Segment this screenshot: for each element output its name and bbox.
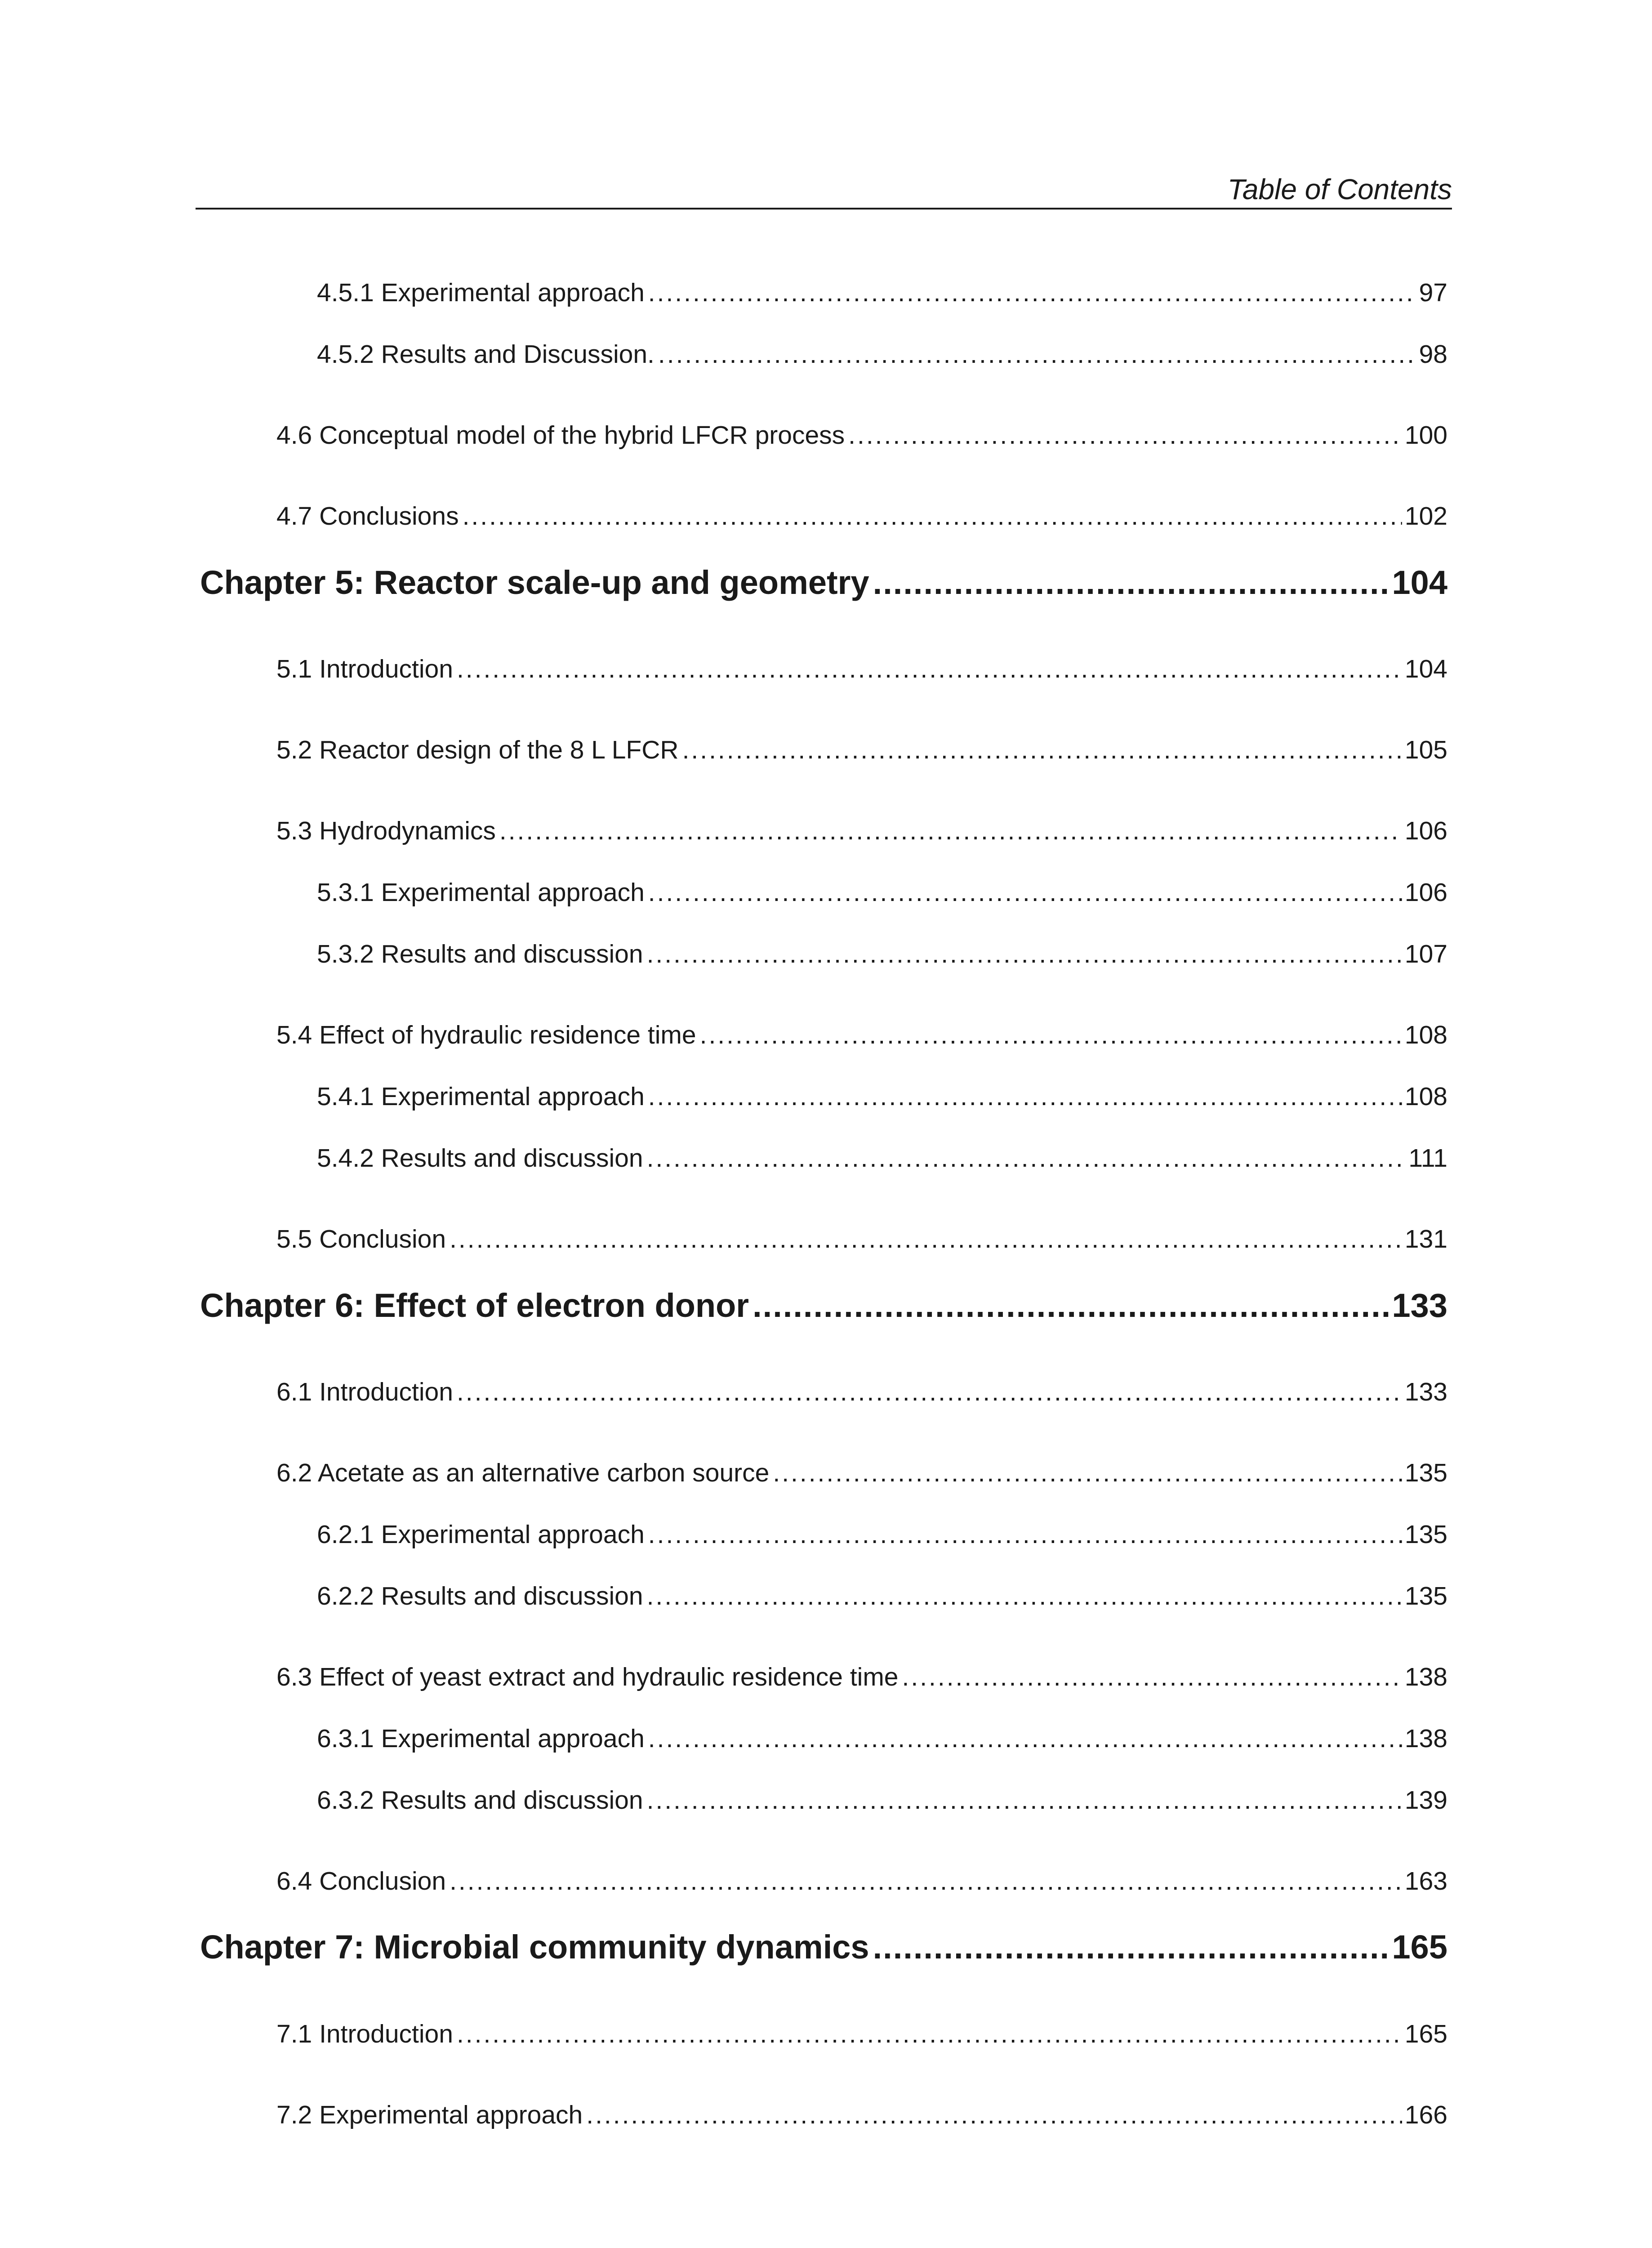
- toc-entry-5-1[interactable]: [276, 653, 1447, 685]
- toc-entry-5-5[interactable]: [276, 1223, 1447, 1255]
- toc-page-number: 135: [1404, 1459, 1447, 1487]
- toc-page-number: 106: [1404, 878, 1447, 907]
- dot-leader: [499, 815, 1402, 847]
- toc-page-number: 131: [1404, 1225, 1447, 1253]
- dot-leader: [873, 562, 1389, 603]
- toc-entry-title: 5.4 Effect of hydraulic residence time: [276, 1021, 696, 1049]
- toc-chapter-title: Chapter 6: Effect of electron donor: [200, 1287, 749, 1324]
- toc-entry-title: 6.2.1 Experimental approach: [317, 1520, 645, 1549]
- toc-entry-4-5-2[interactable]: [317, 338, 1447, 370]
- toc-page-number: 111: [1408, 1144, 1447, 1173]
- toc-entry-4-6[interactable]: [276, 419, 1447, 451]
- toc-page-number: 107: [1404, 940, 1447, 968]
- toc-entry-6-2[interactable]: [276, 1457, 1447, 1489]
- toc-entry-title: 6.3 Effect of yeast extract and hydraulic residence time: [276, 1663, 899, 1691]
- toc-page-number: 133: [1392, 1287, 1447, 1324]
- toc-entry-4-7[interactable]: [276, 500, 1447, 532]
- toc-entry-7-2[interactable]: [276, 2099, 1447, 2131]
- toc-entry-5-2[interactable]: [276, 734, 1447, 766]
- toc-page-number: 104: [1404, 655, 1447, 683]
- toc-page-number: 138: [1404, 1724, 1447, 1753]
- dot-leader: [450, 1223, 1402, 1255]
- dot-leader: [700, 1019, 1402, 1051]
- toc-entry-5-4-1[interactable]: [317, 1080, 1447, 1113]
- dot-leader: [648, 1722, 1402, 1755]
- toc-page-number: 165: [1404, 2020, 1447, 2048]
- toc-entry-title: 4.7 Conclusions: [276, 502, 459, 531]
- dot-leader: [648, 1080, 1402, 1113]
- toc-chapter-title: Chapter 7: Microbial community dynamics: [200, 1928, 869, 1966]
- dot-leader: [773, 1457, 1402, 1489]
- dot-leader: [463, 500, 1402, 532]
- toc-page-number: 135: [1404, 1582, 1447, 1610]
- toc-entry-6-3-2[interactable]: [317, 1784, 1447, 1816]
- running-header-title: Table of Contents: [1227, 173, 1452, 205]
- toc-page-number: 163: [1404, 1867, 1447, 1896]
- toc-entry-5-4[interactable]: [276, 1019, 1447, 1051]
- toc-page-number: 104: [1392, 564, 1447, 601]
- toc-entry-5-3[interactable]: [276, 815, 1447, 847]
- toc-entry-title: 5.3.2 Results and discussion: [317, 940, 643, 968]
- toc-chapter-7[interactable]: [200, 1927, 1447, 1968]
- dot-leader: [647, 1142, 1406, 1174]
- dot-leader: [753, 1285, 1389, 1326]
- toc-page-number: 102: [1404, 502, 1447, 531]
- dot-leader: [648, 1518, 1402, 1551]
- toc-chapter-6[interactable]: [200, 1285, 1447, 1326]
- toc-entry-5-4-2[interactable]: [317, 1142, 1447, 1174]
- dot-leader: [682, 734, 1402, 766]
- toc-entry-title: 5.4.2 Results and discussion: [317, 1144, 643, 1173]
- toc-entry-title: 6.2.2 Results and discussion: [317, 1582, 643, 1610]
- toc-entry-6-2-1[interactable]: [317, 1518, 1447, 1551]
- toc-entry-5-3-1[interactable]: [317, 876, 1447, 909]
- dot-leader: [450, 1865, 1402, 1897]
- dot-leader: [647, 938, 1402, 970]
- toc-entry-title: 6.2 Acetate as an alternative carbon source: [276, 1459, 770, 1487]
- toc-entry-title: 5.2 Reactor design of the 8 L LFCR: [276, 736, 679, 764]
- dot-leader: [648, 277, 1416, 309]
- dot-leader: [457, 1376, 1402, 1408]
- toc-page-number: 108: [1404, 1021, 1447, 1049]
- toc-chapter-5[interactable]: [200, 562, 1447, 603]
- dot-leader: [848, 419, 1402, 451]
- toc-entry-title: 4.5.2 Results and Discussion.: [317, 340, 655, 369]
- toc-entry-6-3[interactable]: [276, 1661, 1447, 1693]
- toc-entry-7-1[interactable]: [276, 2018, 1447, 2050]
- toc-page-number: 97: [1419, 278, 1447, 307]
- dot-leader: [658, 338, 1416, 370]
- toc-page-number: 138: [1404, 1663, 1447, 1691]
- toc-page-number: 106: [1404, 816, 1447, 845]
- toc-entry-6-1[interactable]: [276, 1376, 1447, 1408]
- toc-entry-title: 6.3.1 Experimental approach: [317, 1724, 645, 1753]
- toc-entry-title: 5.3.1 Experimental approach: [317, 878, 645, 907]
- toc-entry-title: 6.3.2 Results and discussion: [317, 1786, 643, 1815]
- toc-entry-title: 6.4 Conclusion: [276, 1867, 446, 1896]
- toc-entry-title: 5.1 Introduction: [276, 655, 453, 683]
- dot-leader: [647, 1580, 1402, 1612]
- toc-entry-title: 7.2 Experimental approach: [276, 2101, 583, 2129]
- toc-entry-title: 6.1 Introduction: [276, 1378, 453, 1406]
- toc-entry-6-4[interactable]: [276, 1865, 1447, 1897]
- dot-leader: [586, 2099, 1402, 2131]
- toc-page-number: 100: [1404, 421, 1447, 450]
- toc-entry-6-2-2[interactable]: [317, 1580, 1447, 1612]
- toc-page-number: 165: [1392, 1928, 1447, 1966]
- toc-entry-title: 5.3 Hydrodynamics: [276, 816, 496, 845]
- toc-entry-title: 4.5.1 Experimental approach: [317, 278, 645, 307]
- toc-chapter-title: Chapter 5: Reactor scale-up and geometry: [200, 564, 869, 601]
- toc-entry-title: 7.1 Introduction: [276, 2020, 453, 2048]
- dot-leader: [902, 1661, 1402, 1693]
- toc-entry-4-5-1[interactable]: [317, 277, 1447, 309]
- toc-page-number: 133: [1404, 1378, 1447, 1406]
- toc-page-number: 135: [1404, 1520, 1447, 1549]
- dot-leader: [873, 1927, 1389, 1968]
- dot-leader: [648, 876, 1402, 909]
- dot-leader: [647, 1784, 1402, 1816]
- toc-page-number: 108: [1404, 1082, 1447, 1111]
- toc-entry-title: 4.6 Conceptual model of the hybrid LFCR process: [276, 421, 845, 450]
- toc-entry-title: 5.5 Conclusion: [276, 1225, 446, 1253]
- toc-page-number: 98: [1419, 340, 1447, 369]
- toc-page-number: 105: [1404, 736, 1447, 764]
- dot-leader: [457, 2018, 1402, 2050]
- toc-entry-6-3-1[interactable]: [317, 1722, 1447, 1755]
- toc-page-number: 139: [1404, 1786, 1447, 1815]
- toc-page-number: 166: [1404, 2101, 1447, 2129]
- dot-leader: [457, 653, 1402, 685]
- toc-entry-title: 5.4.1 Experimental approach: [317, 1082, 645, 1111]
- toc-entry-5-3-2[interactable]: [317, 938, 1447, 970]
